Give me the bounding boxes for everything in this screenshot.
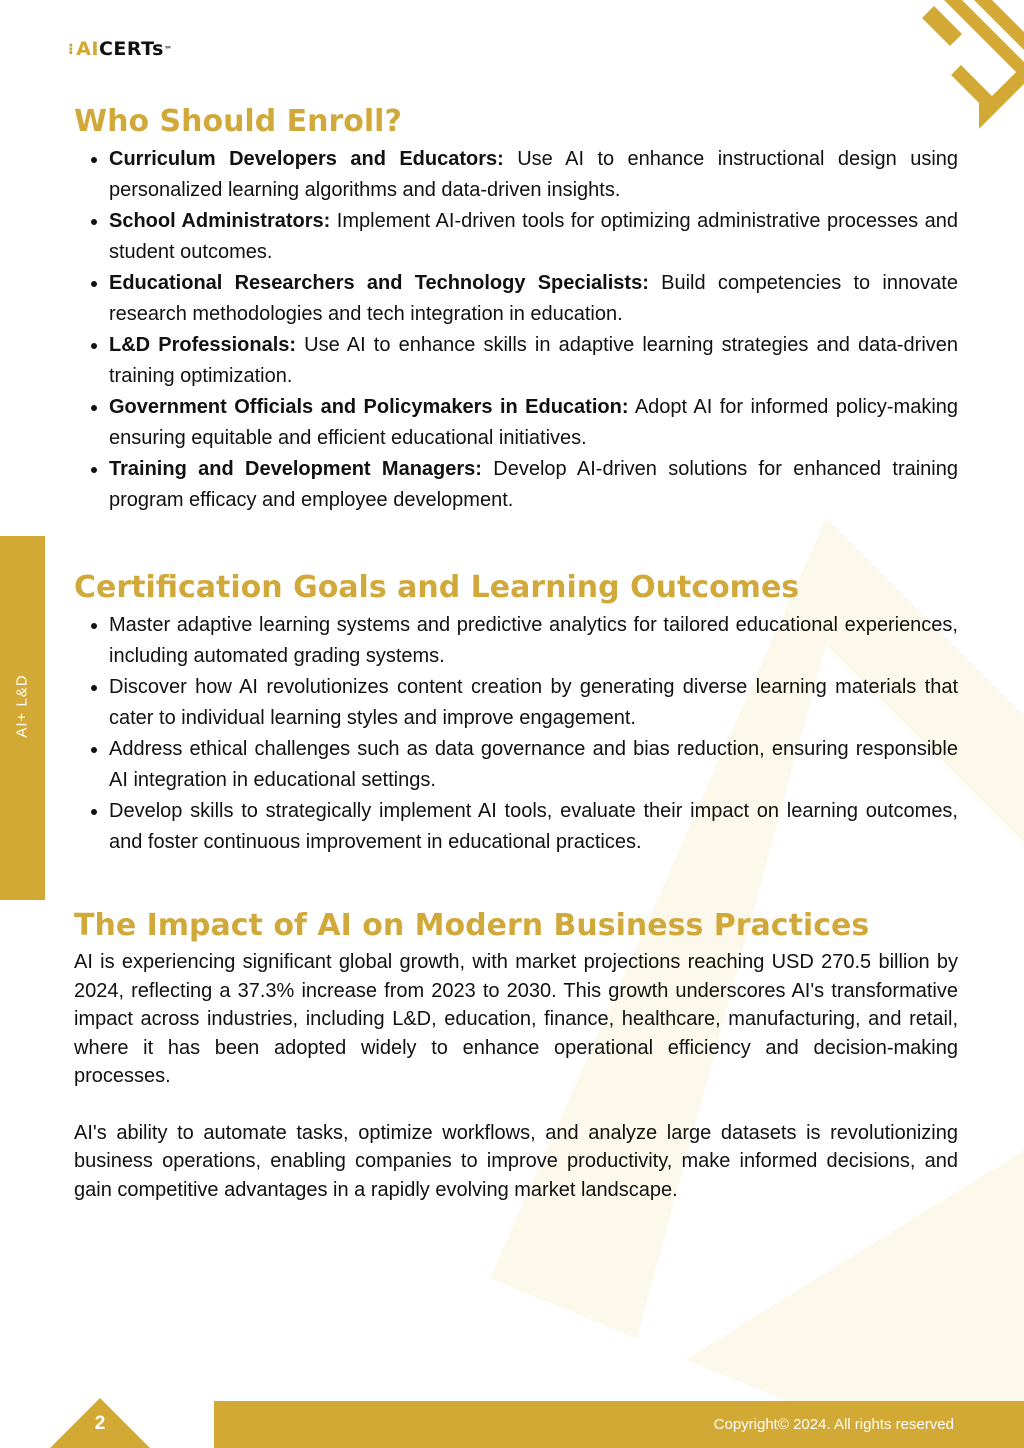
item-text: Develop AI-driven solutions for enhanced training program efficacy and employee development. — [109, 458, 958, 511]
list-item: • Master adaptive learning systems and predictive analytics for tailored educational experiences, including automated grading systems. — [109, 610, 958, 672]
list-item: • Address ethical challenges such as data governance and bias reduction, ensuring responsible AI integration in educational settings. — [109, 734, 958, 796]
section-title: Certification Goals and Learning Outcomes — [74, 570, 800, 605]
list-item — [109, 206, 958, 268]
paragraph: AI is experiencing significant global growth, with market projections reaching USD 270.5 billion by 2024, reflecting a 37.3% increase from 2023 to 2030. This growth underscores AI's transformative impact across industries, including L&D, education, finance, healthcare, manufacturing, and retail, where it has been adopted widely to enhance operational efficiency and decision-making processes. — [74, 951, 958, 1087]
item-text: Use AI to enhance skills in adaptive learning strategies and data-driven training optimization. — [109, 334, 959, 387]
list-item — [109, 268, 958, 330]
side-tab-label: AI+ L&D — [13, 674, 31, 738]
item-text: Implement AI-driven tools for optimizing administrative processes and student outcomes. — [109, 210, 959, 263]
item-text: Adopt AI for informed policy-making ensuring equitable and efficient educational initiatives. — [109, 396, 959, 449]
goals-list — [74, 610, 958, 858]
paragraph: AI's ability to automate tasks, optimize workflows, and analyze large datasets is revolutionizing business operations, enabling companies to improve productivity, make informed decisions, and gain competitive advantages in a rapidly evolving market landscape. — [74, 1121, 958, 1201]
aicerts-logo — [68, 38, 172, 60]
enroll-list — [74, 144, 958, 516]
item-label: Training and Development Managers: — [109, 458, 482, 480]
logo-trademark: ™ — [163, 44, 173, 54]
item-label: Government Officials and Policymakers in Education: — [109, 396, 629, 418]
section-title: The Impact of AI on Modern Business Practices — [74, 908, 870, 943]
section-ai-impact — [74, 904, 958, 1204]
item-text: Build competencies to innovate research methodologies and tech integration in education. — [109, 272, 958, 325]
item-text: Use AI to enhance instructional design using personalized learning algorithms and data-driven insights. — [109, 148, 959, 201]
list-item: • Discover how AI revolutionizes content creation by generating diverse learning materials that cater to individual learning styles and improve engagement. — [109, 672, 958, 734]
list-item — [109, 454, 958, 516]
section-who-should-enroll — [74, 100, 958, 516]
logo-mark-icon: ⁝ — [68, 40, 75, 58]
item-label: School Administrators: — [109, 210, 331, 232]
item-label: Educational Researchers and Technology Specialists: — [109, 272, 649, 294]
page-number: 2 — [94, 1413, 106, 1434]
logo-text-ai: AI — [76, 38, 99, 60]
copyright-text: Copyright© 2024. All rights reserved — [713, 1416, 954, 1433]
list-item — [109, 392, 958, 454]
list-item: • Develop skills to strategically implement AI tools, evaluate their impact on learning outcomes, and foster continuous improvement in educational practices. — [109, 796, 958, 858]
item-label: Curriculum Developers and Educators: — [109, 148, 504, 170]
main-content — [74, 100, 958, 1204]
logo-text-certs: CERTs — [98, 38, 164, 60]
section-title: Who Should Enroll? — [74, 104, 402, 139]
list-item — [109, 330, 958, 392]
section-certification-goals — [74, 566, 958, 858]
item-label: L&D Professionals: — [109, 334, 297, 356]
list-item — [109, 144, 958, 206]
